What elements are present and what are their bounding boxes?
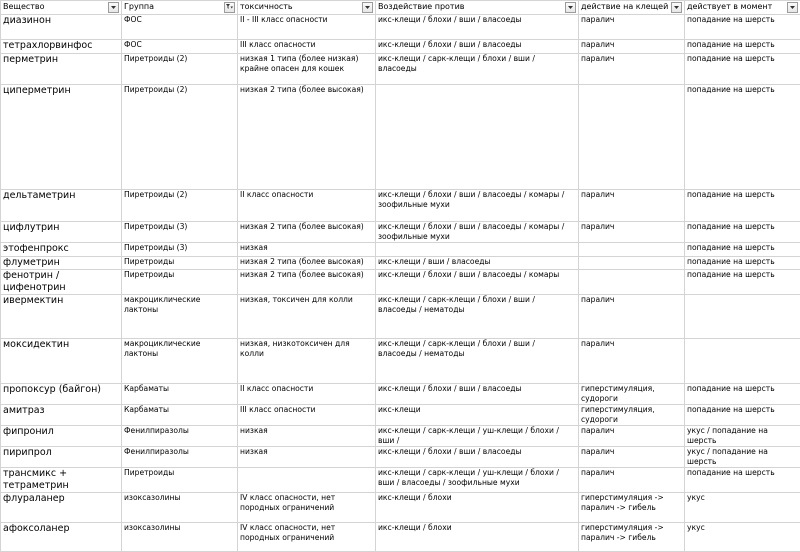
- group-cell[interactable]: макроциклические лактоны: [122, 339, 238, 384]
- table-row: [1, 295, 800, 339]
- acts-on-cell[interactable]: укус / попадание на шерсть: [685, 447, 800, 468]
- against-cell[interactable]: икс-клещи / блохи / вши / власоеды: [376, 40, 579, 54]
- table-row: [1, 40, 800, 54]
- substance-cell[interactable]: фипронил: [1, 426, 122, 447]
- group-cell[interactable]: Карбаматы: [122, 405, 238, 426]
- substance-cell[interactable]: флуметрин: [1, 257, 122, 270]
- header-label: действие на клещей: [581, 1, 668, 13]
- table-row: [1, 190, 800, 222]
- against-cell[interactable]: [376, 85, 579, 190]
- acts-on-cell[interactable]: [685, 295, 800, 339]
- toxicity-cell[interactable]: III класс опасности: [238, 405, 376, 426]
- group-cell[interactable]: Пиретроиды: [122, 270, 238, 295]
- against-cell[interactable]: икс-клещи: [376, 405, 579, 426]
- table-row: [1, 243, 800, 257]
- acts-on-cell[interactable]: попадание на шерсть: [685, 468, 800, 493]
- against-cell[interactable]: икс-клещи / сарк-клещи / блохи / вши / власоеды / нематоды: [376, 295, 579, 339]
- acts-on-cell[interactable]: попадание на шерсть: [685, 40, 800, 54]
- tick-action-cell[interactable]: паралич: [579, 54, 685, 85]
- acts-on-cell[interactable]: попадание на шерсть: [685, 270, 800, 295]
- tick-action-cell[interactable]: паралич: [579, 190, 685, 222]
- tick-action-cell[interactable]: [579, 270, 685, 295]
- substance-cell[interactable]: перметрин: [1, 54, 122, 85]
- toxicity-cell[interactable]: низкая: [238, 426, 376, 447]
- chevron-down-icon: [365, 6, 370, 9]
- table-row: [1, 426, 800, 447]
- against-cell[interactable]: икс-клещи / сарк-клещи / уш-клещи / блохи / вши / власоеды / зоофильные мухи: [376, 468, 579, 493]
- table-row: [1, 15, 800, 40]
- header-row: [1, 1, 800, 15]
- table-row: [1, 447, 800, 468]
- tick-action-cell[interactable]: [579, 257, 685, 270]
- dropdown-filter-button[interactable]: [362, 2, 373, 13]
- table-row: [1, 384, 800, 405]
- against-cell[interactable]: икс-клещи / вши / власоеды: [376, 257, 579, 270]
- table-row: [1, 523, 800, 552]
- table-row: [1, 493, 800, 523]
- against-cell[interactable]: икс-клещи / блохи / вши / власоеды / комары / зоофильные мухи: [376, 190, 579, 222]
- acts-on-cell[interactable]: попадание на шерсть: [685, 384, 800, 405]
- tick-action-cell[interactable]: паралич: [579, 222, 685, 243]
- group-cell[interactable]: Пиретроиды (3): [122, 243, 238, 257]
- tick-action-cell[interactable]: паралич: [579, 295, 685, 339]
- substance-cell[interactable]: цифлутрин: [1, 222, 122, 243]
- tick-action-cell[interactable]: гиперстимуляция, судороги: [579, 405, 685, 426]
- tick-action-cell[interactable]: [579, 85, 685, 190]
- toxicity-cell[interactable]: низкая: [238, 447, 376, 468]
- substance-cell[interactable]: этофенпрокс: [1, 243, 122, 257]
- header-label: Группа: [124, 1, 154, 13]
- header-cell: [1, 1, 122, 15]
- tick-action-cell[interactable]: паралич: [579, 426, 685, 447]
- group-cell[interactable]: Фенилпиразолы: [122, 447, 238, 468]
- acts-on-cell[interactable]: попадание на шерсть: [685, 54, 800, 85]
- substance-cell[interactable]: дельтаметрин: [1, 190, 122, 222]
- toxicity-cell[interactable]: низкая 1 типа (более низкая) крайне опасен для кошек: [238, 54, 376, 85]
- toxicity-cell[interactable]: низкая 2 типа (более высокая): [238, 270, 376, 295]
- toxicity-cell[interactable]: низкая 2 типа (более высокая): [238, 222, 376, 243]
- substance-cell[interactable]: фенотрин / цифенотрин: [1, 270, 122, 295]
- group-cell[interactable]: ФОС: [122, 15, 238, 40]
- substance-cell[interactable]: амитраз: [1, 405, 122, 426]
- dropdown-filter-button[interactable]: [671, 2, 682, 13]
- acts-on-cell[interactable]: попадание на шерсть: [685, 85, 800, 190]
- group-cell[interactable]: Пиретроиды (2): [122, 190, 238, 222]
- against-cell[interactable]: икс-клещи / блохи / вши / власоеды / комары: [376, 270, 579, 295]
- toxicity-cell[interactable]: IV класс опасности, нет породных ограничений: [238, 523, 376, 552]
- toxicity-cell[interactable]: III класс опасности: [238, 40, 376, 54]
- toxicity-cell[interactable]: низкая: [238, 243, 376, 257]
- header-label: токсичность: [240, 1, 293, 13]
- against-cell[interactable]: икс-клещи / блохи / вши / власоеды: [376, 447, 579, 468]
- group-cell[interactable]: изоксазолины: [122, 493, 238, 523]
- tick-action-cell[interactable]: паралич: [579, 468, 685, 493]
- table-row: [1, 405, 800, 426]
- tick-action-cell[interactable]: паралич: [579, 339, 685, 384]
- toxicity-cell[interactable]: IV класс опасности, нет породных ограничений: [238, 493, 376, 523]
- substance-cell[interactable]: афоксоланер: [1, 523, 122, 552]
- table-row: [1, 54, 800, 85]
- tick-action-cell[interactable]: паралич: [579, 40, 685, 54]
- table-row: [1, 85, 800, 190]
- tick-action-cell[interactable]: паралич: [579, 447, 685, 468]
- dropdown-filter-button[interactable]: [565, 2, 576, 13]
- header-label: Вещество: [3, 1, 45, 13]
- substance-cell[interactable]: флураланер: [1, 493, 122, 523]
- table-row: [1, 468, 800, 493]
- toxicity-cell[interactable]: II - III класс опасности: [238, 15, 376, 40]
- header-label: действует в момент: [687, 1, 772, 13]
- acts-on-cell[interactable]: укус / попадание на шерсть: [685, 426, 800, 447]
- header-label: Воздействие против: [378, 1, 465, 13]
- table-row: [1, 270, 800, 295]
- against-cell[interactable]: икс-клещи / сарк-клещи / уш-клещи / блохи / вши /: [376, 426, 579, 447]
- chevron-down-icon: [568, 6, 573, 9]
- header-cell: [376, 1, 579, 15]
- against-cell[interactable]: икс-клещи / блохи / вши / власоеды: [376, 384, 579, 405]
- toxicity-cell[interactable]: низкая 2 типа (более высокая): [238, 85, 376, 190]
- table-row: [1, 339, 800, 384]
- dropdown-filter-button[interactable]: [108, 2, 119, 13]
- group-cell[interactable]: Пиретроиды: [122, 257, 238, 270]
- substance-cell[interactable]: трансмикс + тетраметрин: [1, 468, 122, 493]
- group-cell[interactable]: Пиретроиды: [122, 468, 238, 493]
- against-cell[interactable]: икс-клещи / сарк-клещи / блохи / вши / власоеды / нематоды: [376, 339, 579, 384]
- header-cell: [238, 1, 376, 15]
- header-cell: [122, 1, 238, 15]
- tick-action-cell[interactable]: гиперстимуляция -> паралич -> гибель: [579, 523, 685, 552]
- table-row: [1, 257, 800, 270]
- substance-cell[interactable]: циперметрин: [1, 85, 122, 190]
- against-cell[interactable]: икс-клещи / блохи / вши / власоеды / комары / зоофильные мухи: [376, 222, 579, 243]
- substance-cell[interactable]: моксидектин: [1, 339, 122, 384]
- group-cell[interactable]: макроциклические лактоны: [122, 295, 238, 339]
- against-cell[interactable]: [376, 243, 579, 257]
- group-cell[interactable]: Карбаматы: [122, 384, 238, 405]
- toxicity-cell[interactable]: низкая 2 типа (более высокая): [238, 257, 376, 270]
- substance-cell[interactable]: диазинон: [1, 15, 122, 40]
- chevron-down-icon: [674, 6, 679, 9]
- group-cell[interactable]: Фенилпиразолы: [122, 426, 238, 447]
- header-cell: [685, 1, 800, 15]
- group-cell[interactable]: Пиретроиды (3): [122, 222, 238, 243]
- table-row: [1, 222, 800, 243]
- acts-on-cell[interactable]: попадание на шерсть: [685, 243, 800, 257]
- against-cell[interactable]: икс-клещи / блохи: [376, 523, 579, 552]
- acts-on-cell[interactable]: попадание на шерсть: [685, 222, 800, 243]
- acts-on-cell[interactable]: укус: [685, 493, 800, 523]
- header-cell: [579, 1, 685, 15]
- chevron-down-icon: [111, 6, 116, 9]
- acts-on-cell[interactable]: попадание на шерсть: [685, 405, 800, 426]
- tick-action-cell[interactable]: паралич: [579, 15, 685, 40]
- against-cell[interactable]: икс-клещи / блохи: [376, 493, 579, 523]
- dropdown-filter-button[interactable]: [787, 2, 798, 13]
- acts-on-cell[interactable]: попадание на шерсть: [685, 257, 800, 270]
- toxicity-cell[interactable]: низкая, токсичен для колли: [238, 295, 376, 339]
- chevron-down-icon: [790, 6, 795, 9]
- tick-action-cell[interactable]: гиперстимуляция, судороги: [579, 384, 685, 405]
- group-cell[interactable]: Пиретроиды (2): [122, 54, 238, 85]
- against-cell[interactable]: икс-клещи / сарк-клещи / блохи / вши / власоеды: [376, 54, 579, 85]
- toxicity-cell[interactable]: [238, 468, 376, 493]
- against-cell[interactable]: икс-клещи / блохи / вши / власоеды: [376, 15, 579, 40]
- toxicity-cell[interactable]: низкая, низкотоксичен для колли: [238, 339, 376, 384]
- group-cell[interactable]: Пиретроиды (2): [122, 85, 238, 190]
- acts-on-cell[interactable]: [685, 339, 800, 384]
- toxicity-cell[interactable]: II класс опасности: [238, 384, 376, 405]
- filter-active-button[interactable]: [224, 2, 235, 13]
- toxicity-cell[interactable]: II класс опасности: [238, 190, 376, 222]
- substance-cell[interactable]: ивермектин: [1, 295, 122, 339]
- substance-cell[interactable]: пирипрол: [1, 447, 122, 468]
- acts-on-cell[interactable]: попадание на шерсть: [685, 190, 800, 222]
- acts-on-cell[interactable]: укус: [685, 523, 800, 552]
- tick-action-cell[interactable]: [579, 243, 685, 257]
- filter-icon: [226, 4, 233, 10]
- group-cell[interactable]: ФОС: [122, 40, 238, 54]
- acts-on-cell[interactable]: попадание на шерсть: [685, 15, 800, 40]
- substance-cell[interactable]: пропоксур (байгон): [1, 384, 122, 405]
- substance-cell[interactable]: тетрахлорвинфос: [1, 40, 122, 54]
- tick-action-cell[interactable]: гиперстимуляция -> паралич -> гибель: [579, 493, 685, 523]
- group-cell[interactable]: изоксазолины: [122, 523, 238, 552]
